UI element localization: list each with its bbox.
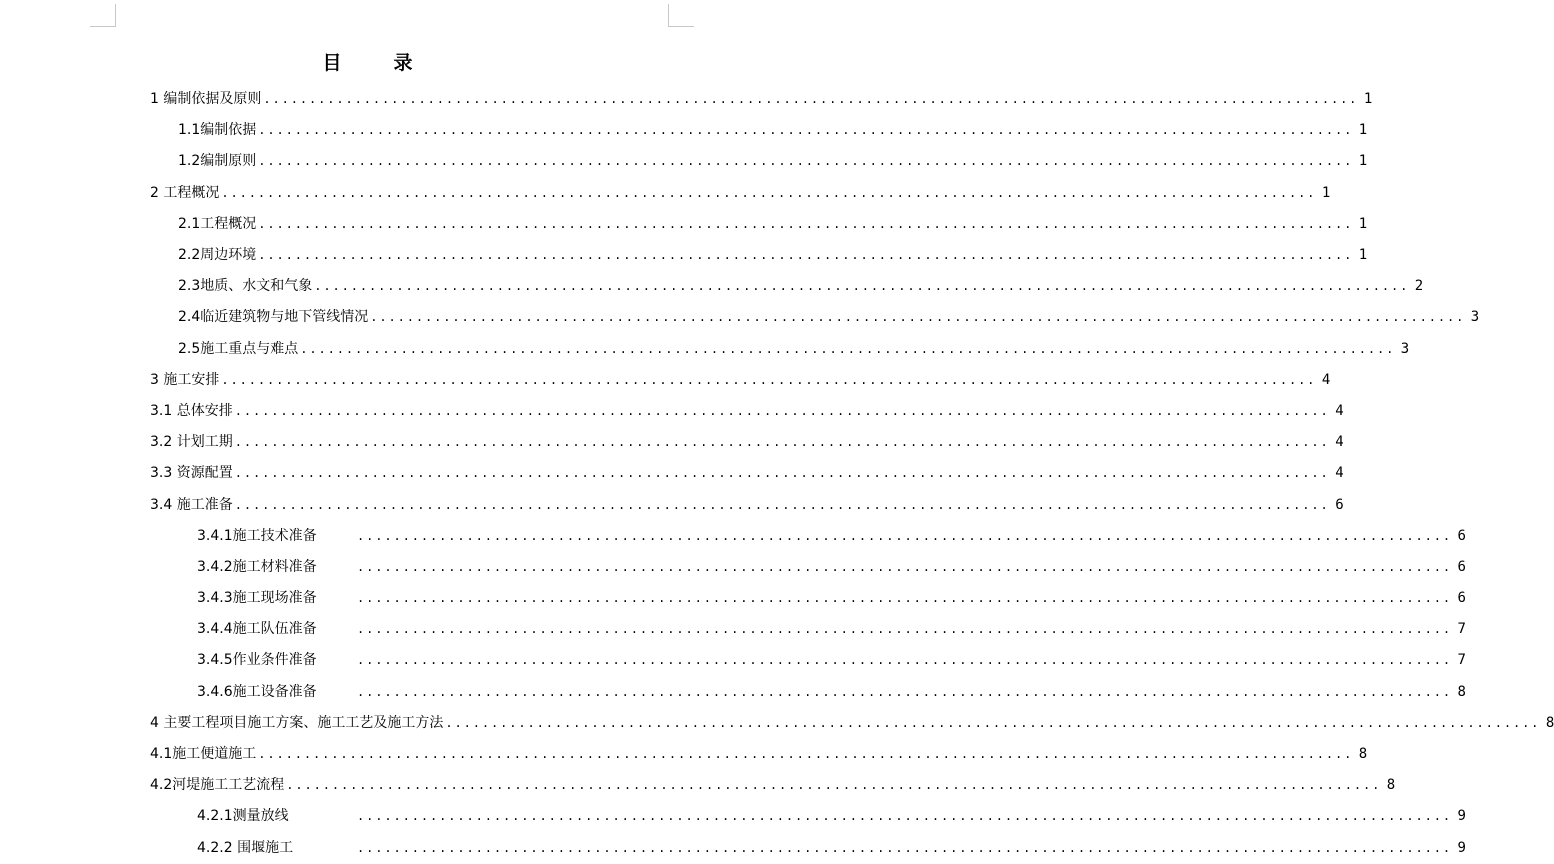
toc-entry[interactable] [0, 178, 1331, 209]
toc-entry-label: 4.2河堤施工工艺流程 [150, 777, 285, 794]
toc-entry-page-number: 9 [1457, 839, 1466, 856]
toc-entry-page-number: 6 [1457, 527, 1466, 544]
toc-leader-dots: ........................................................................................................................ [234, 403, 1330, 418]
toc-leader-dots: ........................................................................................................................ [370, 310, 1466, 325]
toc-leader-dots: ........................................................................................................................ [258, 154, 1354, 169]
toc-entry[interactable] [0, 708, 1554, 739]
toc-entry-page-number: 6 [1457, 558, 1466, 575]
toc-entry[interactable] [0, 801, 1466, 832]
toc-leader-dots: ........................................................................................................................ [258, 216, 1354, 231]
toc-entry-label: 3.1 总体安排 [150, 402, 233, 419]
toc-leader-dots: ........................................................................................................................ [357, 684, 1452, 699]
toc-entry-label: 3.4.4施工队伍准备 [197, 621, 317, 638]
toc-entry-label: 3.4.1施工技术准备 [197, 527, 317, 544]
toc-entry-page-number: 8 [1545, 714, 1554, 731]
toc-leader-dots: ........................................................................................................................ [314, 279, 1410, 294]
toc-entry-page-number: 4 [1321, 371, 1331, 388]
toc-entry-label: 1.1编制依据 [178, 122, 257, 139]
toc-leader-dots: ........................................................................................................................ [357, 653, 1452, 668]
toc-entry[interactable] [0, 583, 1466, 614]
toc-leader-dots: ........................................................................................................................ [357, 840, 1452, 855]
toc-leader-dots: ........................................................................................................................ [221, 185, 1317, 200]
toc-entry-label: 2.4临近建筑物与地下管线情况 [178, 309, 369, 326]
toc-leader-dots: ........................................................................................................................ [234, 497, 1330, 512]
toc-leader-dots: ........................................................................................................................ [357, 809, 1452, 824]
toc-entry[interactable] [0, 645, 1466, 676]
toc-leader-dots: ........................................................................................................................ [263, 92, 1359, 107]
toc-entry-label: 2 工程概况 [150, 184, 220, 201]
toc-entry-label: 2.5施工重点与难点 [178, 340, 299, 357]
page-corner-mark-top-left [90, 4, 116, 27]
toc-leader-dots: ........................................................................................................................ [286, 778, 1382, 793]
toc-leader-dots: ........................................................................................................................ [234, 466, 1330, 481]
toc-entry-page-number: 1 [1321, 184, 1331, 201]
toc-entry-page-number: 2 [1414, 278, 1424, 295]
toc-leader-dots: ........................................................................................................................ [357, 622, 1452, 637]
toc-title-char-2: 录 [393, 52, 413, 74]
toc-entry[interactable] [0, 552, 1466, 583]
toc-entry-page-number: 1 [1358, 247, 1368, 264]
toc-entry-label: 3.4 施工准备 [150, 496, 233, 513]
toc-entry-page-number: 6 [1457, 590, 1466, 607]
toc-leader-dots: ........................................................................................................................ [258, 747, 1354, 762]
toc-entry[interactable] [0, 365, 1331, 396]
toc-entry-label: 3.2 计划工期 [150, 434, 233, 451]
toc-entry-page-number: 3 [1470, 309, 1480, 326]
toc-entry[interactable] [0, 334, 1410, 365]
toc-title [0, 50, 735, 76]
toc-entry[interactable] [0, 115, 1368, 146]
toc-entry-label: 2.3地质、水文和气象 [178, 278, 313, 295]
toc-entry[interactable] [0, 302, 1480, 333]
toc-entry[interactable] [0, 240, 1368, 271]
toc-entry-page-number: 8 [1457, 683, 1466, 700]
toc-entry-page-number: 7 [1457, 652, 1466, 669]
toc-entry-label: 3.3 资源配置 [150, 465, 233, 482]
toc-entry-label: 3.4.5作业条件准备 [197, 652, 317, 669]
toc-entry-label: 1.2编制原则 [178, 153, 257, 170]
toc-entry-page-number: 6 [1335, 496, 1344, 513]
toc-entry-page-number: 1 [1358, 215, 1368, 232]
toc-entry-label: 3.4.2施工材料准备 [197, 558, 317, 575]
toc-leader-dots: ........................................................................................................................ [357, 591, 1452, 606]
toc-leader-dots: ........................................................................................................................ [234, 435, 1330, 450]
toc-entry-label: 4.1施工便道施工 [150, 746, 257, 763]
toc-entry-page-number: 1 [1358, 153, 1368, 170]
toc-entry[interactable] [0, 677, 1466, 708]
toc-entry-label: 2.2周边环境 [178, 247, 257, 264]
toc-entry-page-number: 1 [1358, 122, 1368, 139]
toc-entry-page-number: 7 [1457, 621, 1466, 638]
toc-entry-label: 4.2.2 围堰施工 [197, 839, 294, 856]
toc-entry[interactable] [0, 614, 1466, 645]
toc-entry[interactable] [0, 833, 1466, 864]
toc-entry-label: 1 编制依据及原则 [150, 91, 262, 108]
toc-leader-dots: ........................................................................................................................ [221, 372, 1317, 387]
table-of-contents [0, 84, 1554, 864]
toc-entry[interactable] [0, 458, 1344, 489]
toc-entry-label: 4.2.1测量放线 [197, 808, 289, 825]
toc-entry[interactable] [0, 146, 1368, 177]
toc-entry-label: 2.1工程概况 [178, 215, 257, 232]
toc-entry[interactable] [0, 521, 1466, 552]
page-corner-mark-top-right [668, 4, 694, 27]
toc-entry-label: 3.4.6施工设备准备 [197, 683, 317, 700]
toc-entry-page-number: 8 [1358, 746, 1368, 763]
toc-entry[interactable] [0, 489, 1344, 520]
toc-entry[interactable] [0, 739, 1368, 770]
toc-entry[interactable] [0, 396, 1344, 427]
toc-entry-page-number: 4 [1335, 434, 1344, 451]
toc-leader-dots: ........................................................................................................................ [300, 341, 1396, 356]
toc-entry-label: 4 主要工程项目施工方案、施工工艺及施工方法 [150, 714, 444, 731]
toc-entry-label: 3 施工安排 [150, 371, 220, 388]
toc-entry-page-number: 3 [1400, 340, 1410, 357]
toc-entry-page-number: 9 [1457, 808, 1466, 825]
toc-entry[interactable] [0, 427, 1344, 458]
toc-entry-page-number: 1 [1363, 91, 1373, 108]
toc-entry[interactable] [0, 84, 1373, 115]
toc-entry[interactable] [0, 271, 1424, 302]
toc-leader-dots: ........................................................................................................................ [357, 559, 1452, 574]
toc-leader-dots: ........................................................................................................................ [258, 248, 1354, 263]
toc-entry[interactable] [0, 770, 1396, 801]
toc-entry-page-number: 8 [1386, 777, 1396, 794]
toc-entry-page-number: 4 [1335, 402, 1344, 419]
toc-entry-page-number: 4 [1335, 465, 1344, 482]
toc-leader-dots: ........................................................................................................................ [258, 123, 1354, 138]
toc-entry-label: 3.4.3施工现场准备 [197, 590, 317, 607]
toc-leader-dots: ........................................................................................................................ [445, 715, 1541, 730]
toc-title-char-1: 目 [322, 52, 342, 74]
toc-leader-dots: ........................................................................................................................ [357, 528, 1452, 543]
toc-entry[interactable] [0, 209, 1368, 240]
